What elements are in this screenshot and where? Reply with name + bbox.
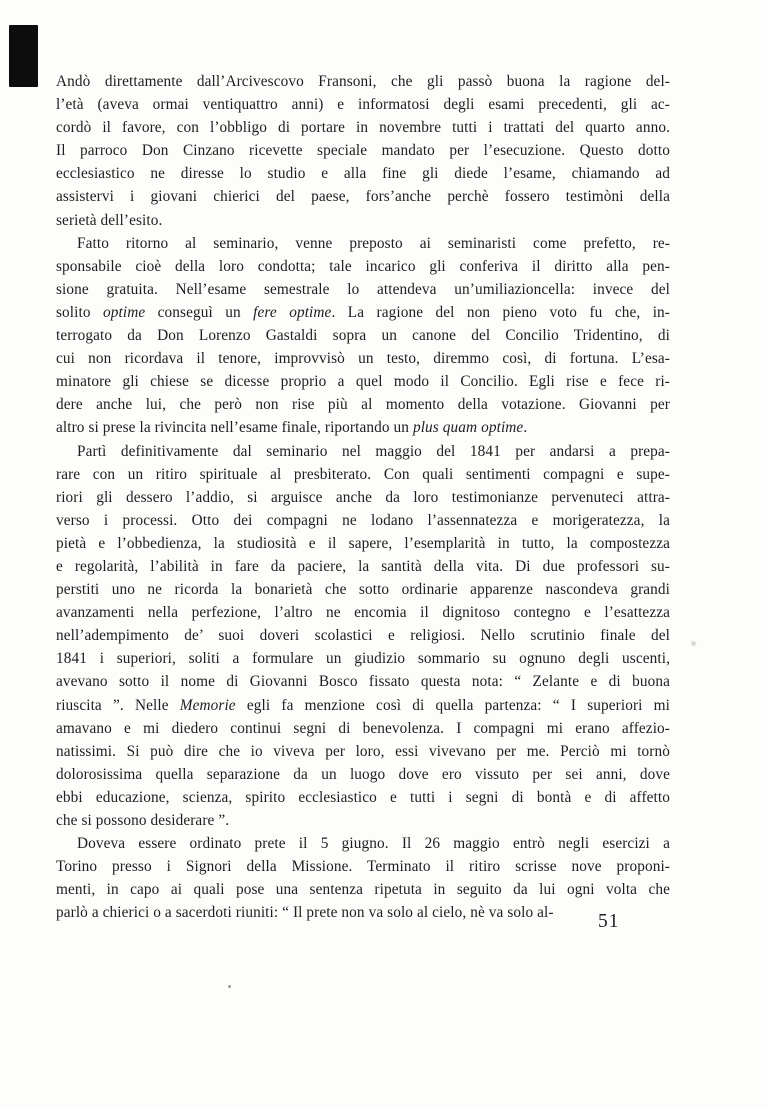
paragraph — [56, 232, 670, 440]
text-line: dolorosissima quella separazione da un luogo dove ero vissuto per sei anni, dove — [56, 765, 670, 783]
text-line: solito optime conseguì un fere optime. La ragione del non pieno voto fu che, in- — [56, 303, 670, 321]
text-line: ebbi educazione, scienza, spirito ecclesiastico e tutti i segni di bontà e di affetto — [56, 788, 670, 806]
text-line: Doveva essere ordinato prete il 5 giugno. Il 26 maggio entrò negli esercizi a — [77, 835, 670, 853]
text-line: perstiti uno ne ricorda la bonarietà che sotto ordinarie apparenze nascondeva grandi — [56, 581, 670, 599]
text-line: e regolarità, l’abilità in fare da paciere, la santità della vita. Di due professori su- — [56, 557, 670, 575]
text-line: terrogato da Don Lorenzo Gastaldi sopra un canone del Concilio Tridentino, di — [56, 327, 670, 345]
text-line: l’età (aveva ormai ventiquattro anni) e informatosi degli esami precedenti, gli ac- — [56, 96, 670, 114]
text-line: Torino presso i Signori della Missione. Terminato il ritiro scrisse nove proponi- — [56, 858, 670, 876]
scan-speck — [228, 985, 231, 988]
page-number: 51 — [598, 911, 620, 932]
text-line: Il parroco Don Cinzano ricevette speciale mandato per l’esecuzione. Questo dotto — [56, 142, 670, 160]
paragraph — [56, 440, 670, 833]
text-line: parlò a chierici o a sacerdoti riuniti: “ Il prete non va solo al cielo, nè va solo al- — [56, 904, 554, 922]
paragraph — [56, 70, 670, 232]
text-line: assistervi i giovani chierici del paese, fors’anche perchè fossero testimòni della — [56, 188, 670, 206]
text-line: natissimi. Si può dire che io viveva per loro, essi vivevano per me. Perciò mi tornò — [56, 742, 670, 760]
text-line: amavano e mi diedero continui segni di benevolenza. I compagni mi erano affezio- — [56, 719, 670, 737]
text-line: menti, in capo ai quali pose una sentenza ripetuta in seguito da lui ogni volta che — [56, 881, 670, 899]
paragraph — [56, 832, 670, 924]
text-line: Partì definitivamente dal seminario nel maggio del 1841 per andarsi a prepa- — [77, 442, 670, 460]
text-line: sione gratuita. Nell’esame semestrale lo attendeva un’umiliazioncella: invece del — [56, 280, 670, 298]
text-line: 1841 i superiori, soliti a formulare un giudizio sommario su ognuno degli uscenti, — [56, 650, 670, 668]
text-line: nell’adempimento de’ suoi doveri scolastici e religiosi. Nello scrutinio finale del — [56, 627, 670, 645]
text-line: riori gli dessero l’addio, si arguisce anche da loro testimonianze pervenuteci attra- — [56, 488, 670, 506]
text-line: sponsabile cioè della loro condotta; tale incarico gli conferiva il diritto alla pen- — [56, 257, 670, 275]
text-line: avevano sotto il nome di Giovanni Bosco fissato questa nota: “ Zelante e di buona — [56, 673, 670, 691]
text-line: altro si prese la rivincita nell’esame finale, riportando un plus quam optime. — [56, 419, 528, 437]
text-line: rare con un ritiro spirituale al presbiterato. Con quali sentimenti compagni e supe- — [56, 465, 670, 483]
text-line: pietà e l’obbedienza, la studiosità e il sapere, l’esemplarità in tutto, la compostezza — [56, 534, 670, 552]
text-line: Andò direttamente dall’Arcivescovo Fransoni, che gli passò buona la ragione del- — [56, 73, 670, 90]
text-line: cui non ricordava il tenore, improvvisò un testo, diremmo così, di fortuna. L’esa- — [56, 350, 670, 368]
scan-artifact-corner — [9, 25, 38, 87]
text-line: avanzamenti nella perfezione, l’altro ne encomia il dignitoso contegno e l’esattezza — [56, 604, 670, 622]
text-line: minatore gli chiese se dicesse proprio a quel modo il Concilio. Egli rise e fece ri- — [56, 373, 670, 391]
text-line: dere anche lui, che però non rise più al momento della votazione. Giovanni per — [56, 396, 670, 414]
text-block — [56, 70, 670, 924]
text-line: verso i processi. Otto dei compagni ne lodano l’assennatezza e morigeratezza, la — [56, 511, 670, 529]
text-line: riuscita ”. Nelle Memorie egli fa menzione così di quella partenza: “ I superiori mi — [56, 696, 670, 714]
text-line: Fatto ritorno al seminario, venne preposto ai seminaristi come prefetto, re- — [77, 234, 670, 252]
text-line: che si possono desiderare ”. — [56, 812, 230, 829]
text-line: ecclesiastico ne diresse lo studio e alla fine gli diede l’esame, chiamando ad — [56, 165, 670, 183]
text-line: serietà dell’esito. — [56, 211, 163, 229]
text-line: cordò il favore, con l’obbligo di portare in novembre tutti i trattati del quarto anno. — [56, 119, 670, 137]
scan-speck — [690, 640, 697, 647]
